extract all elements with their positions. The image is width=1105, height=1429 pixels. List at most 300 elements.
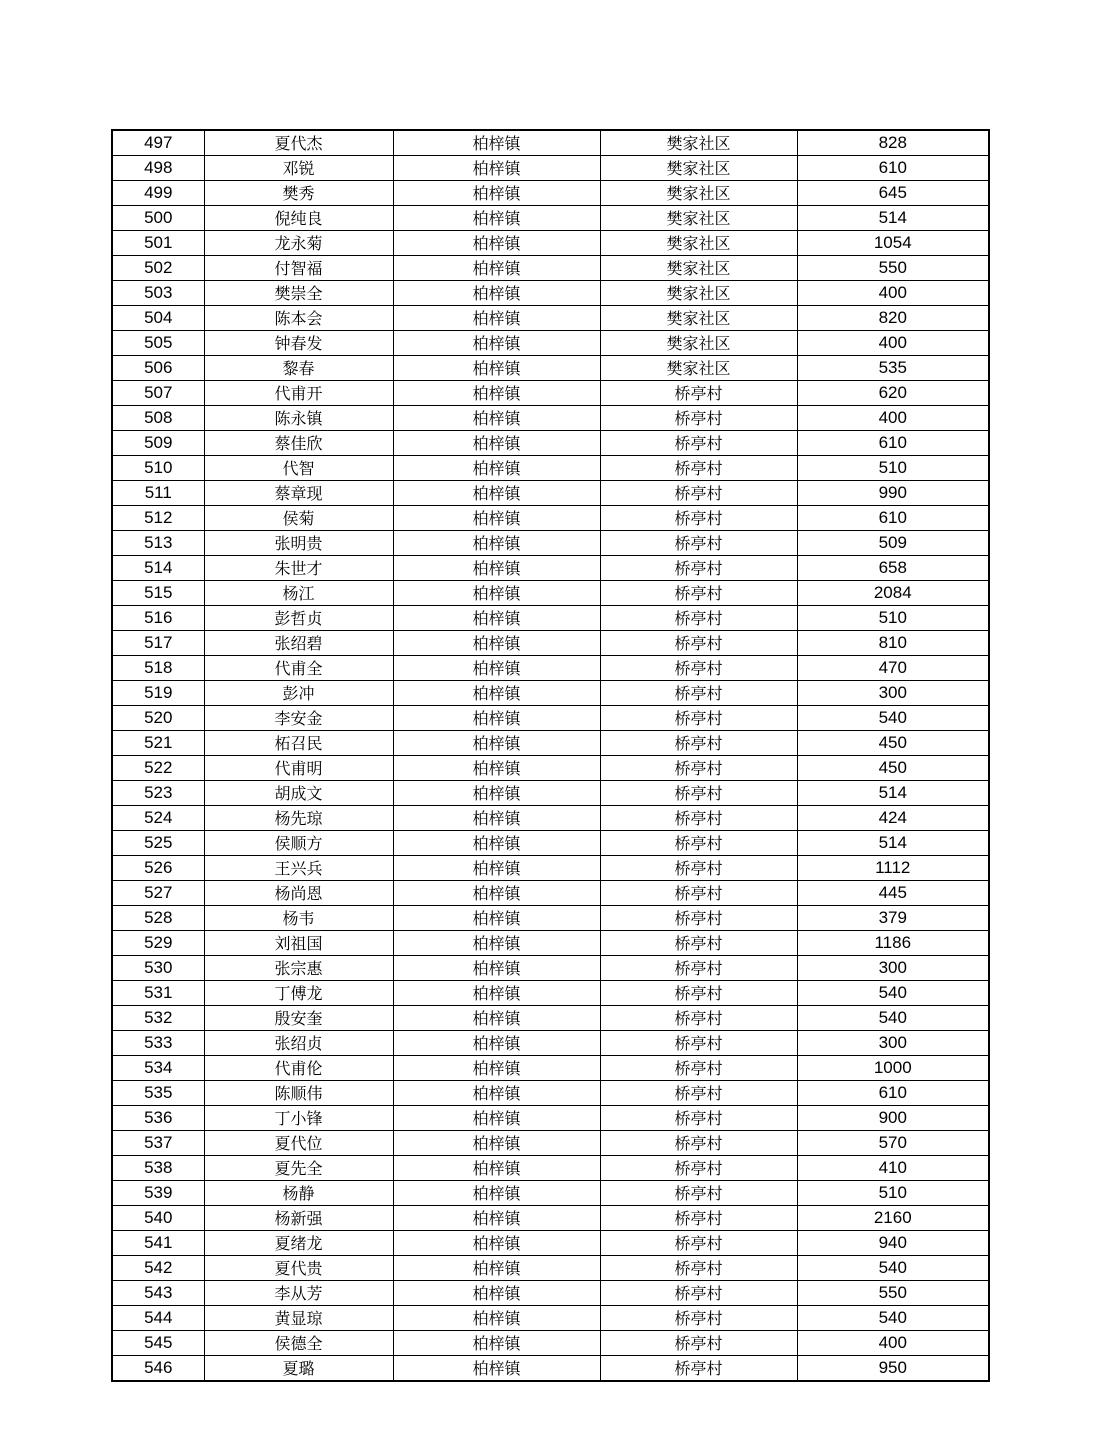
amount-cell: 424 bbox=[797, 806, 989, 831]
row-number-cell: 543 bbox=[112, 1281, 204, 1306]
roster-table bbox=[111, 129, 990, 1382]
person-name-cell: 夏代位 bbox=[204, 1131, 393, 1156]
village-cell: 樊家社区 bbox=[600, 356, 797, 381]
row-number-cell: 501 bbox=[112, 231, 204, 256]
person-name-cell: 代甫伦 bbox=[204, 1056, 393, 1081]
person-name-cell: 胡成文 bbox=[204, 781, 393, 806]
village-cell: 桥亭村 bbox=[600, 581, 797, 606]
town-cell: 柏梓镇 bbox=[393, 831, 600, 856]
amount-cell: 550 bbox=[797, 256, 989, 281]
village-cell: 桥亭村 bbox=[600, 781, 797, 806]
town-cell: 柏梓镇 bbox=[393, 681, 600, 706]
town-cell: 柏梓镇 bbox=[393, 231, 600, 256]
person-name-cell: 蔡佳欣 bbox=[204, 431, 393, 456]
row-number-cell: 540 bbox=[112, 1206, 204, 1231]
amount-cell: 540 bbox=[797, 1006, 989, 1031]
row-number-cell: 539 bbox=[112, 1181, 204, 1206]
town-cell: 柏梓镇 bbox=[393, 1206, 600, 1231]
person-name-cell: 杨静 bbox=[204, 1181, 393, 1206]
row-number-cell: 523 bbox=[112, 781, 204, 806]
town-cell: 柏梓镇 bbox=[393, 856, 600, 881]
village-cell: 桥亭村 bbox=[600, 756, 797, 781]
table-row bbox=[112, 506, 989, 531]
village-cell: 桥亭村 bbox=[600, 1156, 797, 1181]
row-number-cell: 510 bbox=[112, 456, 204, 481]
person-name-cell: 代甫开 bbox=[204, 381, 393, 406]
row-number-cell: 537 bbox=[112, 1131, 204, 1156]
person-name-cell: 杨新强 bbox=[204, 1206, 393, 1231]
person-name-cell: 樊崇全 bbox=[204, 281, 393, 306]
table-row bbox=[112, 631, 989, 656]
row-number-cell: 541 bbox=[112, 1231, 204, 1256]
town-cell: 柏梓镇 bbox=[393, 1356, 600, 1382]
table-row bbox=[112, 731, 989, 756]
row-number-cell: 525 bbox=[112, 831, 204, 856]
town-cell: 柏梓镇 bbox=[393, 581, 600, 606]
person-name-cell: 朱世才 bbox=[204, 556, 393, 581]
village-cell: 桥亭村 bbox=[600, 381, 797, 406]
person-name-cell: 邓锐 bbox=[204, 156, 393, 181]
town-cell: 柏梓镇 bbox=[393, 631, 600, 656]
table-row bbox=[112, 431, 989, 456]
village-cell: 樊家社区 bbox=[600, 181, 797, 206]
town-cell: 柏梓镇 bbox=[393, 206, 600, 231]
row-number-cell: 530 bbox=[112, 956, 204, 981]
table-row bbox=[112, 681, 989, 706]
amount-cell: 540 bbox=[797, 1256, 989, 1281]
table-row bbox=[112, 231, 989, 256]
table-row bbox=[112, 1231, 989, 1256]
table-row bbox=[112, 1281, 989, 1306]
town-cell: 柏梓镇 bbox=[393, 731, 600, 756]
town-cell: 柏梓镇 bbox=[393, 431, 600, 456]
town-cell: 柏梓镇 bbox=[393, 656, 600, 681]
person-name-cell: 李从芳 bbox=[204, 1281, 393, 1306]
amount-cell: 570 bbox=[797, 1131, 989, 1156]
row-number-cell: 509 bbox=[112, 431, 204, 456]
village-cell: 桥亭村 bbox=[600, 956, 797, 981]
amount-cell: 610 bbox=[797, 1081, 989, 1106]
town-cell: 柏梓镇 bbox=[393, 1006, 600, 1031]
person-name-cell: 杨韦 bbox=[204, 906, 393, 931]
amount-cell: 540 bbox=[797, 981, 989, 1006]
town-cell: 柏梓镇 bbox=[393, 456, 600, 481]
town-cell: 柏梓镇 bbox=[393, 531, 600, 556]
village-cell: 桥亭村 bbox=[600, 656, 797, 681]
village-cell: 桥亭村 bbox=[600, 1331, 797, 1356]
table-row bbox=[112, 1006, 989, 1031]
village-cell: 樊家社区 bbox=[600, 331, 797, 356]
table-row bbox=[112, 606, 989, 631]
table-row bbox=[112, 1181, 989, 1206]
town-cell: 柏梓镇 bbox=[393, 606, 600, 631]
town-cell: 柏梓镇 bbox=[393, 906, 600, 931]
person-name-cell: 陈本会 bbox=[204, 306, 393, 331]
person-name-cell: 张明贵 bbox=[204, 531, 393, 556]
person-name-cell: 夏代杰 bbox=[204, 130, 393, 156]
row-number-cell: 532 bbox=[112, 1006, 204, 1031]
town-cell: 柏梓镇 bbox=[393, 1081, 600, 1106]
table-row bbox=[112, 956, 989, 981]
row-number-cell: 546 bbox=[112, 1356, 204, 1382]
village-cell: 桥亭村 bbox=[600, 906, 797, 931]
person-name-cell: 黄显琼 bbox=[204, 1306, 393, 1331]
amount-cell: 658 bbox=[797, 556, 989, 581]
village-cell: 桥亭村 bbox=[600, 831, 797, 856]
town-cell: 柏梓镇 bbox=[393, 356, 600, 381]
person-name-cell: 杨尚恩 bbox=[204, 881, 393, 906]
village-cell: 桥亭村 bbox=[600, 1181, 797, 1206]
row-number-cell: 526 bbox=[112, 856, 204, 881]
town-cell: 柏梓镇 bbox=[393, 506, 600, 531]
table-row bbox=[112, 1256, 989, 1281]
village-cell: 桥亭村 bbox=[600, 1306, 797, 1331]
town-cell: 柏梓镇 bbox=[393, 181, 600, 206]
table-row bbox=[112, 906, 989, 931]
person-name-cell: 张绍贞 bbox=[204, 1031, 393, 1056]
table-row bbox=[112, 256, 989, 281]
person-name-cell: 杨江 bbox=[204, 581, 393, 606]
amount-cell: 2084 bbox=[797, 581, 989, 606]
row-number-cell: 512 bbox=[112, 506, 204, 531]
amount-cell: 540 bbox=[797, 706, 989, 731]
amount-cell: 510 bbox=[797, 1181, 989, 1206]
row-number-cell: 511 bbox=[112, 481, 204, 506]
table-row bbox=[112, 1131, 989, 1156]
row-number-cell: 538 bbox=[112, 1156, 204, 1181]
amount-cell: 900 bbox=[797, 1106, 989, 1131]
person-name-cell: 侯菊 bbox=[204, 506, 393, 531]
amount-cell: 450 bbox=[797, 731, 989, 756]
row-number-cell: 531 bbox=[112, 981, 204, 1006]
table-row bbox=[112, 481, 989, 506]
person-name-cell: 殷安奎 bbox=[204, 1006, 393, 1031]
amount-cell: 410 bbox=[797, 1156, 989, 1181]
village-cell: 桥亭村 bbox=[600, 1131, 797, 1156]
person-name-cell: 龙永菊 bbox=[204, 231, 393, 256]
village-cell: 桥亭村 bbox=[600, 1106, 797, 1131]
town-cell: 柏梓镇 bbox=[393, 1106, 600, 1131]
village-cell: 桥亭村 bbox=[600, 606, 797, 631]
table-row bbox=[112, 856, 989, 881]
person-name-cell: 彭冲 bbox=[204, 681, 393, 706]
amount-cell: 300 bbox=[797, 681, 989, 706]
village-cell: 樊家社区 bbox=[600, 130, 797, 156]
village-cell: 桥亭村 bbox=[600, 1081, 797, 1106]
row-number-cell: 517 bbox=[112, 631, 204, 656]
amount-cell: 645 bbox=[797, 181, 989, 206]
town-cell: 柏梓镇 bbox=[393, 1231, 600, 1256]
town-cell: 柏梓镇 bbox=[393, 1256, 600, 1281]
amount-cell: 510 bbox=[797, 456, 989, 481]
row-number-cell: 502 bbox=[112, 256, 204, 281]
town-cell: 柏梓镇 bbox=[393, 956, 600, 981]
person-name-cell: 夏璐 bbox=[204, 1356, 393, 1382]
table-row bbox=[112, 981, 989, 1006]
person-name-cell: 侯顺方 bbox=[204, 831, 393, 856]
row-number-cell: 529 bbox=[112, 931, 204, 956]
amount-cell: 509 bbox=[797, 531, 989, 556]
row-number-cell: 498 bbox=[112, 156, 204, 181]
person-name-cell: 柘召民 bbox=[204, 731, 393, 756]
row-number-cell: 545 bbox=[112, 1331, 204, 1356]
amount-cell: 1112 bbox=[797, 856, 989, 881]
table-row bbox=[112, 356, 989, 381]
table-row bbox=[112, 331, 989, 356]
amount-cell: 610 bbox=[797, 156, 989, 181]
town-cell: 柏梓镇 bbox=[393, 1031, 600, 1056]
amount-cell: 950 bbox=[797, 1356, 989, 1382]
person-name-cell: 张绍碧 bbox=[204, 631, 393, 656]
town-cell: 柏梓镇 bbox=[393, 1331, 600, 1356]
row-number-cell: 535 bbox=[112, 1081, 204, 1106]
amount-cell: 1054 bbox=[797, 231, 989, 256]
town-cell: 柏梓镇 bbox=[393, 156, 600, 181]
table-row bbox=[112, 1331, 989, 1356]
row-number-cell: 514 bbox=[112, 556, 204, 581]
person-name-cell: 代智 bbox=[204, 456, 393, 481]
row-number-cell: 508 bbox=[112, 406, 204, 431]
amount-cell: 535 bbox=[797, 356, 989, 381]
row-number-cell: 519 bbox=[112, 681, 204, 706]
village-cell: 桥亭村 bbox=[600, 1281, 797, 1306]
town-cell: 柏梓镇 bbox=[393, 1306, 600, 1331]
town-cell: 柏梓镇 bbox=[393, 406, 600, 431]
amount-cell: 990 bbox=[797, 481, 989, 506]
town-cell: 柏梓镇 bbox=[393, 756, 600, 781]
row-number-cell: 524 bbox=[112, 806, 204, 831]
amount-cell: 610 bbox=[797, 506, 989, 531]
person-name-cell: 代甫全 bbox=[204, 656, 393, 681]
person-name-cell: 丁小锋 bbox=[204, 1106, 393, 1131]
table-row bbox=[112, 206, 989, 231]
amount-cell: 470 bbox=[797, 656, 989, 681]
town-cell: 柏梓镇 bbox=[393, 931, 600, 956]
row-number-cell: 503 bbox=[112, 281, 204, 306]
village-cell: 桥亭村 bbox=[600, 406, 797, 431]
town-cell: 柏梓镇 bbox=[393, 281, 600, 306]
table-row bbox=[112, 456, 989, 481]
amount-cell: 514 bbox=[797, 781, 989, 806]
village-cell: 桥亭村 bbox=[600, 856, 797, 881]
person-name-cell: 刘祖国 bbox=[204, 931, 393, 956]
town-cell: 柏梓镇 bbox=[393, 1281, 600, 1306]
table-row bbox=[112, 1031, 989, 1056]
row-number-cell: 542 bbox=[112, 1256, 204, 1281]
town-cell: 柏梓镇 bbox=[393, 130, 600, 156]
table-row bbox=[112, 130, 989, 156]
village-cell: 樊家社区 bbox=[600, 156, 797, 181]
table-row bbox=[112, 406, 989, 431]
village-cell: 桥亭村 bbox=[600, 1356, 797, 1382]
town-cell: 柏梓镇 bbox=[393, 256, 600, 281]
town-cell: 柏梓镇 bbox=[393, 1131, 600, 1156]
amount-cell: 400 bbox=[797, 281, 989, 306]
person-name-cell: 倪纯良 bbox=[204, 206, 393, 231]
town-cell: 柏梓镇 bbox=[393, 706, 600, 731]
table-row bbox=[112, 1106, 989, 1131]
table-row bbox=[112, 1081, 989, 1106]
row-number-cell: 544 bbox=[112, 1306, 204, 1331]
table-row bbox=[112, 381, 989, 406]
village-cell: 樊家社区 bbox=[600, 281, 797, 306]
amount-cell: 810 bbox=[797, 631, 989, 656]
amount-cell: 510 bbox=[797, 606, 989, 631]
table-row bbox=[112, 156, 989, 181]
row-number-cell: 507 bbox=[112, 381, 204, 406]
amount-cell: 1186 bbox=[797, 931, 989, 956]
row-number-cell: 534 bbox=[112, 1056, 204, 1081]
village-cell: 桥亭村 bbox=[600, 506, 797, 531]
town-cell: 柏梓镇 bbox=[393, 556, 600, 581]
row-number-cell: 500 bbox=[112, 206, 204, 231]
row-number-cell: 499 bbox=[112, 181, 204, 206]
person-name-cell: 夏先全 bbox=[204, 1156, 393, 1181]
person-name-cell: 李安金 bbox=[204, 706, 393, 731]
town-cell: 柏梓镇 bbox=[393, 481, 600, 506]
amount-cell: 450 bbox=[797, 756, 989, 781]
row-number-cell: 505 bbox=[112, 331, 204, 356]
person-name-cell: 夏代贵 bbox=[204, 1256, 393, 1281]
table-row bbox=[112, 1056, 989, 1081]
village-cell: 桥亭村 bbox=[600, 1031, 797, 1056]
table-row bbox=[112, 581, 989, 606]
village-cell: 桥亭村 bbox=[600, 981, 797, 1006]
row-number-cell: 513 bbox=[112, 531, 204, 556]
amount-cell: 400 bbox=[797, 331, 989, 356]
person-name-cell: 陈顺伟 bbox=[204, 1081, 393, 1106]
village-cell: 桥亭村 bbox=[600, 931, 797, 956]
table-row bbox=[112, 756, 989, 781]
amount-cell: 540 bbox=[797, 1306, 989, 1331]
town-cell: 柏梓镇 bbox=[393, 331, 600, 356]
table-row bbox=[112, 531, 989, 556]
village-cell: 桥亭村 bbox=[600, 706, 797, 731]
village-cell: 桥亭村 bbox=[600, 1206, 797, 1231]
table-row bbox=[112, 806, 989, 831]
village-cell: 桥亭村 bbox=[600, 556, 797, 581]
table-row bbox=[112, 1306, 989, 1331]
village-cell: 桥亭村 bbox=[600, 1231, 797, 1256]
amount-cell: 400 bbox=[797, 406, 989, 431]
person-name-cell: 侯德全 bbox=[204, 1331, 393, 1356]
village-cell: 桥亭村 bbox=[600, 881, 797, 906]
amount-cell: 610 bbox=[797, 431, 989, 456]
amount-cell: 550 bbox=[797, 1281, 989, 1306]
person-name-cell: 夏绪龙 bbox=[204, 1231, 393, 1256]
village-cell: 桥亭村 bbox=[600, 531, 797, 556]
table-row bbox=[112, 181, 989, 206]
amount-cell: 514 bbox=[797, 831, 989, 856]
town-cell: 柏梓镇 bbox=[393, 981, 600, 1006]
person-name-cell: 丁傅龙 bbox=[204, 981, 393, 1006]
town-cell: 柏梓镇 bbox=[393, 881, 600, 906]
amount-cell: 940 bbox=[797, 1231, 989, 1256]
person-name-cell: 彭哲贞 bbox=[204, 606, 393, 631]
town-cell: 柏梓镇 bbox=[393, 806, 600, 831]
village-cell: 桥亭村 bbox=[600, 431, 797, 456]
person-name-cell: 钟春发 bbox=[204, 331, 393, 356]
row-number-cell: 516 bbox=[112, 606, 204, 631]
table-row bbox=[112, 706, 989, 731]
table-row bbox=[112, 281, 989, 306]
village-cell: 桥亭村 bbox=[600, 806, 797, 831]
amount-cell: 379 bbox=[797, 906, 989, 931]
amount-cell: 620 bbox=[797, 381, 989, 406]
amount-cell: 400 bbox=[797, 1331, 989, 1356]
town-cell: 柏梓镇 bbox=[393, 1056, 600, 1081]
village-cell: 桥亭村 bbox=[600, 1056, 797, 1081]
row-number-cell: 520 bbox=[112, 706, 204, 731]
table-row bbox=[112, 656, 989, 681]
amount-cell: 445 bbox=[797, 881, 989, 906]
table-row bbox=[112, 1206, 989, 1231]
amount-cell: 820 bbox=[797, 306, 989, 331]
amount-cell: 2160 bbox=[797, 1206, 989, 1231]
amount-cell: 1000 bbox=[797, 1056, 989, 1081]
row-number-cell: 533 bbox=[112, 1031, 204, 1056]
person-name-cell: 代甫明 bbox=[204, 756, 393, 781]
table-row bbox=[112, 881, 989, 906]
village-cell: 桥亭村 bbox=[600, 1256, 797, 1281]
village-cell: 桥亭村 bbox=[600, 731, 797, 756]
table-row bbox=[112, 1356, 989, 1382]
town-cell: 柏梓镇 bbox=[393, 381, 600, 406]
amount-cell: 828 bbox=[797, 130, 989, 156]
table-row bbox=[112, 931, 989, 956]
person-name-cell: 张宗惠 bbox=[204, 956, 393, 981]
table-row bbox=[112, 781, 989, 806]
village-cell: 桥亭村 bbox=[600, 456, 797, 481]
village-cell: 樊家社区 bbox=[600, 231, 797, 256]
village-cell: 樊家社区 bbox=[600, 206, 797, 231]
town-cell: 柏梓镇 bbox=[393, 1181, 600, 1206]
person-name-cell: 蔡章现 bbox=[204, 481, 393, 506]
row-number-cell: 504 bbox=[112, 306, 204, 331]
person-name-cell: 王兴兵 bbox=[204, 856, 393, 881]
village-cell: 樊家社区 bbox=[600, 306, 797, 331]
village-cell: 桥亭村 bbox=[600, 1006, 797, 1031]
village-cell: 桥亭村 bbox=[600, 681, 797, 706]
row-number-cell: 528 bbox=[112, 906, 204, 931]
row-number-cell: 522 bbox=[112, 756, 204, 781]
row-number-cell: 497 bbox=[112, 130, 204, 156]
row-number-cell: 521 bbox=[112, 731, 204, 756]
village-cell: 桥亭村 bbox=[600, 481, 797, 506]
village-cell: 樊家社区 bbox=[600, 256, 797, 281]
village-cell: 桥亭村 bbox=[600, 631, 797, 656]
table-row bbox=[112, 831, 989, 856]
amount-cell: 300 bbox=[797, 956, 989, 981]
row-number-cell: 536 bbox=[112, 1106, 204, 1131]
table-row bbox=[112, 306, 989, 331]
row-number-cell: 506 bbox=[112, 356, 204, 381]
table-row bbox=[112, 1156, 989, 1181]
person-name-cell: 黎春 bbox=[204, 356, 393, 381]
town-cell: 柏梓镇 bbox=[393, 781, 600, 806]
town-cell: 柏梓镇 bbox=[393, 306, 600, 331]
amount-cell: 514 bbox=[797, 206, 989, 231]
person-name-cell: 付智福 bbox=[204, 256, 393, 281]
town-cell: 柏梓镇 bbox=[393, 1156, 600, 1181]
table-row bbox=[112, 556, 989, 581]
person-name-cell: 陈永镇 bbox=[204, 406, 393, 431]
row-number-cell: 518 bbox=[112, 656, 204, 681]
roster-table-body bbox=[112, 130, 989, 1381]
person-name-cell: 樊秀 bbox=[204, 181, 393, 206]
amount-cell: 300 bbox=[797, 1031, 989, 1056]
row-number-cell: 527 bbox=[112, 881, 204, 906]
